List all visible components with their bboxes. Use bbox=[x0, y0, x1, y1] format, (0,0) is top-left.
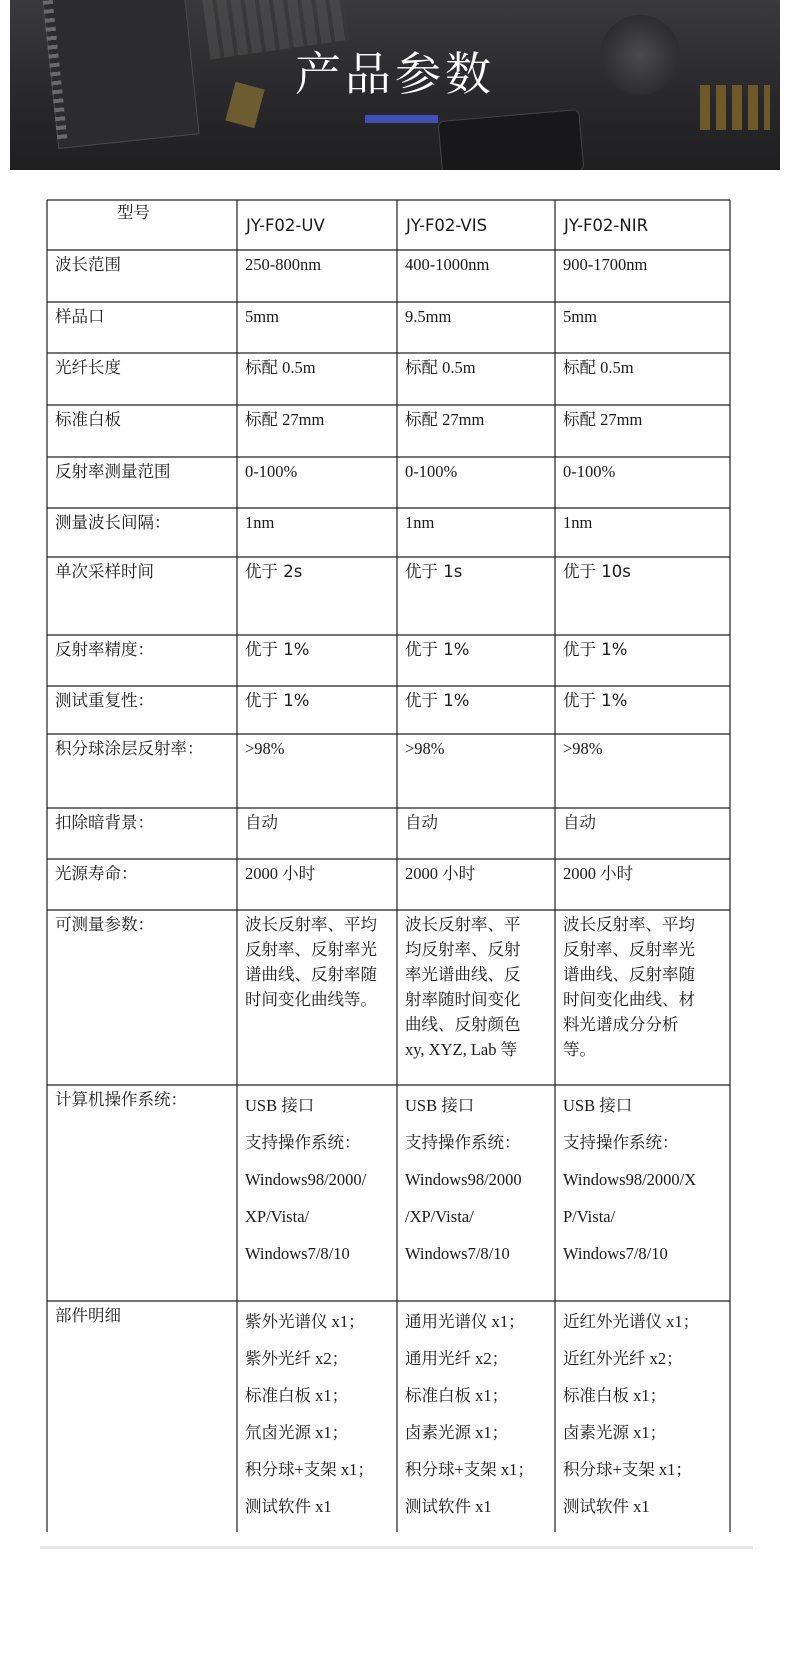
row-value-line: Windows7/8/10 bbox=[405, 1244, 510, 1263]
row-label: 扣除暗背景： bbox=[55, 813, 154, 832]
row-value: 2000 小时 bbox=[405, 864, 476, 883]
row-value-line: 支持操作系统： bbox=[405, 1133, 521, 1152]
row-value-line: 支持操作系统： bbox=[245, 1133, 361, 1152]
row-value: 标配 0.5m bbox=[563, 358, 634, 377]
row-value: 优于 1% bbox=[563, 640, 628, 659]
row-label: 积分球涂层反射率： bbox=[55, 739, 204, 758]
row-value-line: 测试软件 x1 bbox=[563, 1497, 650, 1516]
row-value-line: 反射率、反射率光 bbox=[245, 940, 377, 959]
row-value-line: 近红外光纤 x2； bbox=[563, 1349, 683, 1368]
row-value-line: xy, XYZ, Lab 等 bbox=[405, 1040, 518, 1059]
row-value-line: 射率随时间变化 bbox=[405, 990, 521, 1009]
row-value-line: 标准白板 x1； bbox=[563, 1386, 667, 1405]
row-value: 标配 27mm bbox=[405, 410, 485, 429]
row-value: 2000 小时 bbox=[245, 864, 316, 883]
row-label: 可测量参数： bbox=[55, 915, 154, 934]
row-value: 标配 0.5m bbox=[405, 358, 476, 377]
row-value: 标配 0.5m bbox=[245, 358, 316, 377]
row-value-line: XP/Vista/ bbox=[245, 1207, 310, 1226]
row-value: 1nm bbox=[245, 513, 275, 532]
row-value: 400-1000nm bbox=[405, 255, 490, 274]
row-value: 5mm bbox=[563, 307, 597, 326]
row-value: >98% bbox=[405, 739, 445, 758]
row-value-line: 标准白板 x1； bbox=[245, 1386, 349, 1405]
row-value: 优于 10s bbox=[563, 562, 631, 581]
row-value-line: Windows7/8/10 bbox=[245, 1244, 350, 1263]
row-value-line: 测试软件 x1 bbox=[405, 1497, 492, 1516]
header-label-model: 型号 bbox=[117, 203, 150, 222]
row-value-line: 氘卤光源 x1； bbox=[245, 1423, 349, 1442]
row-value-line: Windows7/8/10 bbox=[563, 1244, 668, 1263]
row-value-line: 卤素光源 x1； bbox=[563, 1423, 667, 1442]
row-value-line: 积分球+支架 x1； bbox=[563, 1460, 692, 1479]
row-value: 1nm bbox=[563, 513, 593, 532]
row-value-line: 时间变化曲线等。 bbox=[245, 990, 377, 1009]
row-value: 9.5mm bbox=[405, 307, 452, 326]
row-value: >98% bbox=[563, 739, 603, 758]
row-value-line: 时间变化曲线、材 bbox=[563, 990, 695, 1009]
row-value: 优于 2s bbox=[245, 562, 303, 581]
row-value-line: 标准白板 x1； bbox=[405, 1386, 509, 1405]
row-value: 2000 小时 bbox=[563, 864, 634, 883]
phone-decoration bbox=[438, 109, 585, 170]
row-label: 单次采样时间 bbox=[55, 562, 154, 581]
title-underline bbox=[365, 115, 438, 123]
row-value-line: USB 接口 bbox=[245, 1096, 315, 1115]
row-value: 250-800nm bbox=[245, 255, 322, 274]
row-value-line: 支持操作系统： bbox=[563, 1133, 679, 1152]
row-value: 优于 1% bbox=[245, 691, 310, 710]
row-value-line: 波长反射率、平 bbox=[405, 915, 521, 934]
header-model-3: JY-F02-NIR bbox=[564, 216, 649, 235]
header-model-1: JY-F02-UV bbox=[246, 216, 325, 235]
bottom-divider bbox=[40, 1546, 753, 1549]
row-value-line: 波长反射率、平均 bbox=[563, 915, 695, 934]
row-value: 自动 bbox=[245, 813, 278, 832]
row-value-line: 紫外光谱仪 x1； bbox=[245, 1312, 365, 1331]
row-value-line: 等。 bbox=[563, 1040, 596, 1059]
row-value-line: 料光谱成分分析 bbox=[563, 1015, 679, 1034]
row-value-line: 积分球+支架 x1； bbox=[405, 1460, 534, 1479]
row-value-line: /XP/Vista/ bbox=[405, 1207, 474, 1226]
row-value: 900-1700nm bbox=[563, 255, 648, 274]
row-label: 计算机操作系统： bbox=[55, 1090, 187, 1109]
row-label: 光源寿命： bbox=[55, 864, 138, 883]
row-label: 部件明细 bbox=[55, 1306, 121, 1325]
row-value: >98% bbox=[245, 739, 285, 758]
row-label: 测量波长间隔： bbox=[55, 513, 171, 532]
row-value: 优于 1s bbox=[405, 562, 463, 581]
row-label: 样品口 bbox=[55, 307, 105, 326]
row-value: 标配 27mm bbox=[563, 410, 643, 429]
row-value-line: 均反射率、反射 bbox=[405, 940, 521, 959]
row-value-line: Windows98/2000/X bbox=[563, 1170, 697, 1189]
row-value: 优于 1% bbox=[405, 691, 470, 710]
row-value: 1nm bbox=[405, 513, 435, 532]
row-value: 优于 1% bbox=[405, 640, 470, 659]
row-value-line: 近红外光谱仪 x1； bbox=[563, 1312, 700, 1331]
row-label: 标准白板 bbox=[55, 410, 121, 429]
row-value-line: 谱曲线、反射率随 bbox=[245, 965, 377, 984]
row-label: 波长范围 bbox=[55, 255, 121, 274]
row-value-line: 率光谱曲线、反 bbox=[405, 965, 521, 984]
row-value-line: 紫外光纤 x2； bbox=[245, 1349, 349, 1368]
row-value: 0-100% bbox=[245, 462, 298, 481]
row-value-line: Windows98/2000 bbox=[405, 1170, 522, 1189]
row-value-line: 测试软件 x1 bbox=[245, 1497, 332, 1516]
row-value: 标配 27mm bbox=[245, 410, 325, 429]
row-value-line: 通用光谱仪 x1； bbox=[405, 1312, 525, 1331]
row-value-line: 积分球+支架 x1； bbox=[245, 1460, 374, 1479]
row-value: 0-100% bbox=[563, 462, 616, 481]
header-model-2: JY-F02-VIS bbox=[406, 216, 488, 235]
row-value-line: USB 接口 bbox=[405, 1096, 475, 1115]
row-value: 0-100% bbox=[405, 462, 458, 481]
row-value-line: 谱曲线、反射率随 bbox=[563, 965, 695, 984]
row-value-line: 波长反射率、平均 bbox=[245, 915, 377, 934]
row-value-line: P/Vista/ bbox=[563, 1207, 616, 1226]
row-value-line: 反射率、反射率光 bbox=[563, 940, 695, 959]
row-value-line: 曲线、反射颜色 bbox=[405, 1015, 521, 1034]
row-value: 5mm bbox=[245, 307, 279, 326]
row-value: 优于 1% bbox=[563, 691, 628, 710]
row-label: 测试重复性： bbox=[55, 691, 154, 710]
row-value-line: 卤素光源 x1； bbox=[405, 1423, 509, 1442]
row-label: 光纤长度 bbox=[55, 358, 121, 377]
page-title: 产品参数 bbox=[295, 47, 495, 101]
row-value-line: USB 接口 bbox=[563, 1096, 633, 1115]
row-value: 自动 bbox=[405, 813, 438, 832]
row-label: 反射率精度： bbox=[55, 640, 154, 659]
row-value: 优于 1% bbox=[245, 640, 310, 659]
row-value-line: Windows98/2000/ bbox=[245, 1170, 367, 1189]
row-value-line: 通用光纤 x2； bbox=[405, 1349, 509, 1368]
row-value: 自动 bbox=[563, 813, 596, 832]
row-label: 反射率测量范围 bbox=[55, 462, 171, 481]
